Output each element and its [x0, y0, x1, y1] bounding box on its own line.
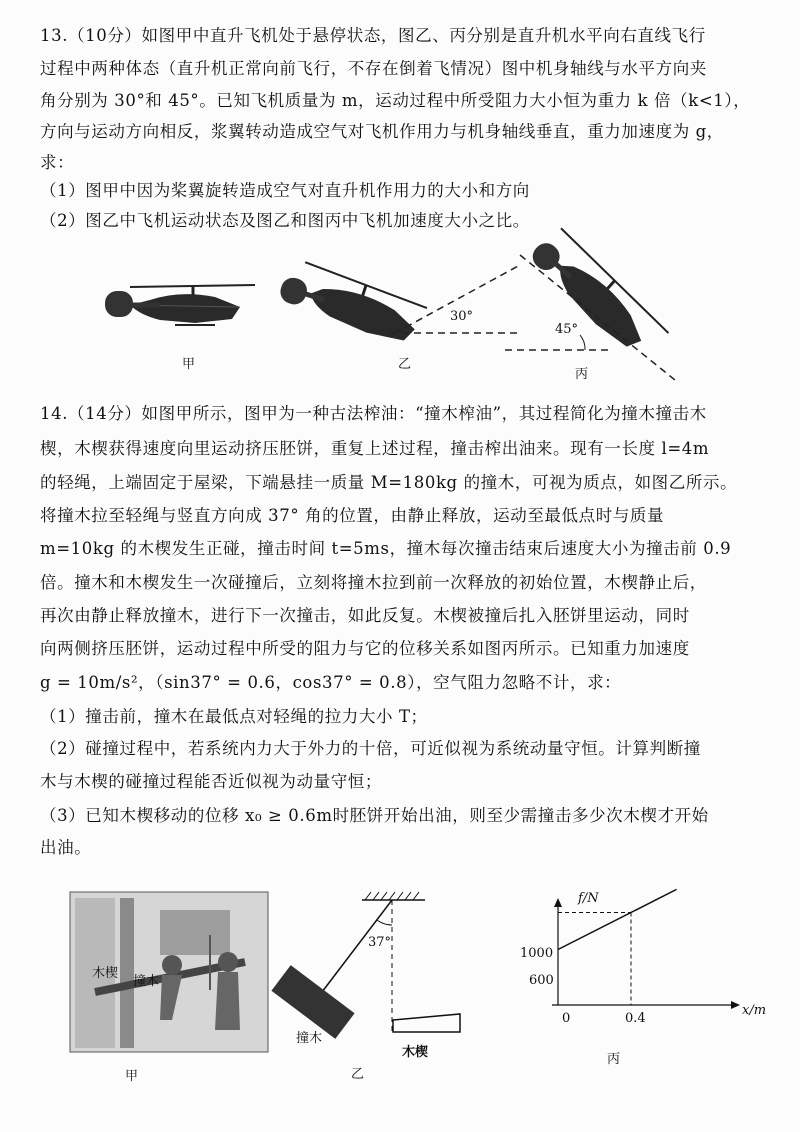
helicopter-jia-icon	[105, 285, 255, 325]
q13-line: 13.（10分）如图甲中直升飞机处于悬停状态，图乙、丙分别是直升机水平向右直线飞行	[40, 26, 706, 45]
wedge-block	[393, 1014, 460, 1032]
angle-37-label: 37°	[368, 935, 392, 950]
angle-yi-label: 30°	[450, 309, 474, 324]
q14-line: 楔，木楔获得速度向里运动挤压胚饼，重复上述过程，撞击榨出油来。现有一长度 l=4m	[40, 439, 710, 458]
q14-line: 将撞木拉至轻绳与竖直方向成 37° 角的位置，由静止释放，运动至最低点时与质量	[40, 506, 665, 525]
q13-line: 方向与运动方向相反，浆翼转动造成空气对飞机作用力与机身轴线垂直，重力加速度为 g，	[40, 122, 724, 141]
y-tick-600: 600	[529, 973, 554, 988]
helicopter-yi-icon	[276, 258, 429, 348]
ram-block	[271, 965, 354, 1039]
q13-line: 求：	[40, 153, 75, 172]
q13-line: 角分别为 30°和 45°。已知飞机质量为 m，运动过程中所受阻力大小恒为重力 k 倍（k<1），	[40, 91, 751, 110]
q14-line: 出油。	[40, 838, 92, 857]
oil-press-illustration	[0, 880, 800, 1084]
angle-bing-label: 45°	[555, 322, 579, 337]
q14-line: 木与木楔的碰撞过程能否近似视为动量守恒；	[40, 772, 382, 791]
caption-bing-14: 丙	[607, 1052, 621, 1067]
q14-line: 向两侧挤压胚饼，运动过程中所受的阻力与它的位移关系如图丙所示。已知重力加速度	[40, 639, 690, 658]
q13-subquestion-2: （2）图乙中飞机运动状态及图乙和图丙中飞机加速度大小之比。	[40, 211, 530, 230]
q14-line: g = 10m/s²，（sin37° = 0.6，cos37° = 0.8），空气阻力忽略不计，求：	[40, 673, 622, 692]
photo-label-ram: 撞木	[133, 974, 160, 989]
q14-line: 14.（14分）如图甲所示，图甲为一种古法榨油：“撞木榨油”，其过程简化为撞木撞击木	[40, 404, 707, 423]
helicopter-figure	[0, 245, 800, 385]
caption-yi-14: 乙	[351, 1067, 365, 1082]
wedge-label: 木楔	[402, 1045, 429, 1060]
caption-jia: 甲	[182, 357, 196, 372]
q14-line: 再次由静止释放撞木，进行下一次撞击，如此反复。木楔被撞后扎入胚饼里运动，同时	[40, 606, 690, 625]
caption-yi: 乙	[398, 357, 412, 372]
force-line-series	[558, 889, 677, 949]
caption-bing: 丙	[575, 367, 589, 382]
x-tick-0-4: 0.4	[625, 1011, 646, 1026]
x-tick-0: 0	[562, 1011, 571, 1026]
q14-subquestion-2: （2）碰撞过程中，若系统内力大于外力的十倍，可近似视为系统动量守恒。计算判断撞	[40, 739, 701, 758]
q14-line: 倍。撞木和木楔发生一次碰撞后，立刻将撞木拉到前一次释放的初始位置，木楔静止后，	[40, 573, 707, 592]
q13-subquestion-1: （1）图甲中因为桨翼旋转造成空气对直升机作用力的大小和方向	[40, 181, 530, 200]
q13-line: 过程中两种体态（直升机正常向前飞行，不存在倒着飞情况）图中机身轴线与水平方向夹	[40, 59, 707, 78]
q14-subquestion-1: （1）撞击前，撞木在最低点对轻绳的拉力大小 T；	[40, 707, 428, 726]
helicopter-bing-icon	[525, 225, 672, 364]
ram-label: 撞木	[296, 1031, 323, 1046]
force-displacement-chart	[520, 889, 766, 1067]
q14-line: m=10kg 的木楔发生正碰，撞击时间 t=5ms，撞木每次撞击结束后速度大小为撞击前 0.9	[40, 539, 732, 558]
y-axis-label: f/N	[578, 891, 599, 906]
caption-jia-14: 甲	[125, 1069, 139, 1084]
x-axis-label: x/m	[742, 1003, 767, 1018]
q14-subquestion-3: （3）已知木楔移动的位移 x₀ ≥ 0.6m时胚饼开始出油，则至少需撞击多少次木楔才开始	[40, 806, 709, 825]
y-tick-1000: 1000	[520, 946, 554, 961]
photo-label-wedge: 木楔	[92, 966, 119, 981]
q14-line: 的轻绳，上端固定于屋梁，下端悬挂一质量 M=180kg 的撞木，可视为质点，如图乙所示。	[40, 473, 738, 492]
